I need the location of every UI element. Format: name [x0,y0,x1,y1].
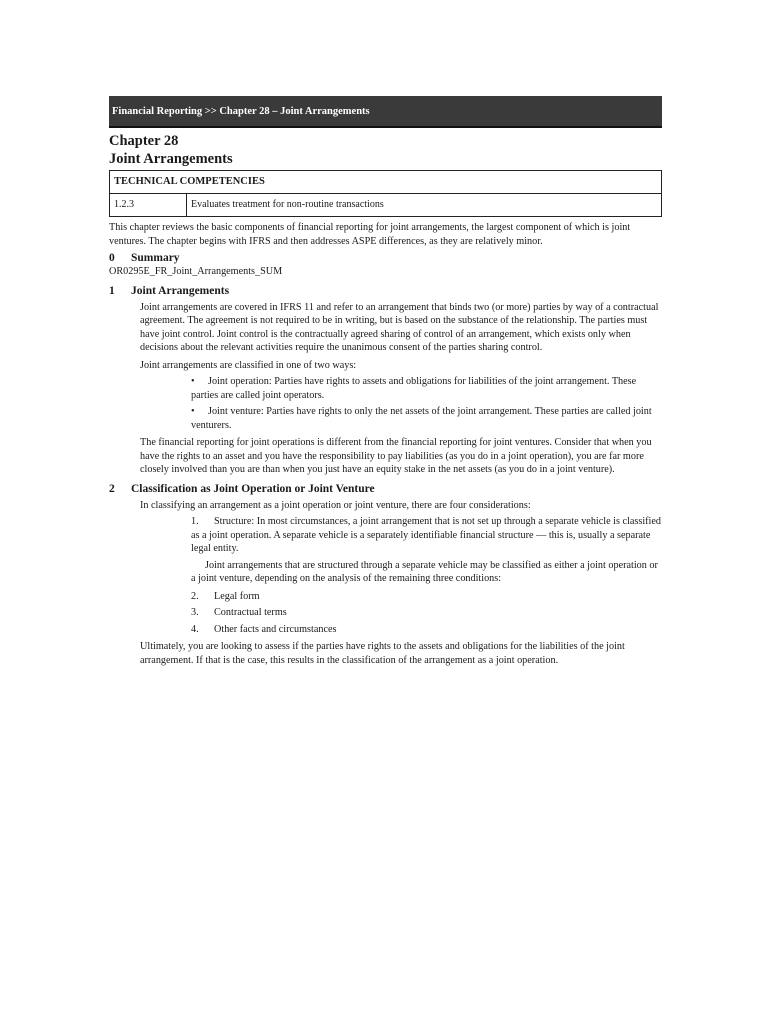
table-row [110,194,662,217]
list-item [191,590,662,604]
list-item-text: Structure: In most circumstances, a joint arrangement that is not set up through a separate vehicle is classified as a joint operation. A separate vehicle is a separately identifiable financial structure — this is, usually a separate legal entity. [191,516,661,554]
section-heading-2 [109,482,662,497]
numbered-list [191,515,662,636]
bullet-icon: • [191,406,195,417]
paragraph: Ultimately, you are looking to assess if the parties have rights to the assets and obligations for the liabilities of the joint arrangement. If that is the case, this results in the classification of the arrangement as a joint operation. [140,641,625,666]
paragraph: Joint arrangements are covered in IFRS 11 and refer to an arrangement that binds two (or more) parties by way of a contractual agreement. The agreement is not required to be in writing, but is based on the substance of the relationship. The parties must have joint control. Joint control is the contractually agreed sharing of control of an arrangement, which exists only when decisions about the relevant activities require the unanimous consent of the parties sharing control. [140,301,659,353]
list-item [191,515,662,556]
list-number: 4. [191,623,199,635]
competencies-header-row [110,171,662,194]
section-title: Summary [131,252,180,264]
section-number: 2 [109,482,115,495]
section-number: 0 [109,252,115,264]
competency-code: 1.2.3 [110,194,187,217]
paragraph: The financial reporting for joint operations is different from the financial reporting for joint ventures. Consider that when you have the rights to an asset and you have the responsibility to pay liabilities (as you do in a joint operation), you are far more closely involved than you are than when you just have an equity stake in the net assets (as you do in a joint venture). [140,437,652,475]
section-heading-0 [109,251,662,266]
bullet-icon: • [191,376,195,387]
paragraph: In classifying an arrangement as a joint operation or joint venture, there are four considerations: [140,499,531,511]
list-item-text: Legal form [214,590,260,602]
summary-reference: OR0295E_FR_Joint_Arrangements_SUM [109,266,283,277]
list-item [191,375,662,402]
list-item [191,623,662,637]
list-item-text: Joint venture: Parties have rights to only the net assets of the joint arrangement. These parties are called joint venturers. [191,406,652,431]
bullet-list [191,375,662,432]
section-title: Joint Arrangements [131,284,230,297]
section-title: Classification as Joint Operation or Joint Venture [131,482,375,495]
competency-text: Evaluates treatment for non-routine transactions [187,194,662,217]
list-item [191,405,662,432]
list-subparagraph: Joint arrangements that are structured through a separate vehicle may be classified as either a joint operation or a joint venture, depending on the analysis of the remaining three conditions: [191,559,658,584]
list-item [191,606,662,620]
list-number: 1. [191,516,199,527]
list-item-text: Other facts and circumstances [214,623,337,635]
list-number: 3. [191,607,199,618]
intro-paragraph: This chapter reviews the basic components of financial reporting for joint arrangements, the largest component of which is joint ventures. The chapter begins with IFRS and then addresses ASPE differences, as they are relatively minor. [109,222,631,247]
list-item-text: Contractual terms [214,607,287,618]
section-heading-1 [109,284,662,299]
list-item-text: Joint operation: Parties have rights to assets and obligations for liabilities of the joint arrangement. These parties are called joint operators. [191,376,637,401]
list-number: 2. [191,590,199,602]
chapter-title: Joint Arrangements [109,151,233,167]
document-page [109,96,662,667]
section-number: 1 [109,284,115,297]
competencies-heading: TECHNICAL COMPETENCIES [110,171,662,194]
chapter-number: Chapter 28 [109,133,179,149]
competencies-table [109,170,662,217]
paragraph: Joint arrangements are classified in one of two ways: [140,359,357,371]
breadcrumb: Financial Reporting >> Chapter 28 – Joint Arrangements [109,96,662,128]
